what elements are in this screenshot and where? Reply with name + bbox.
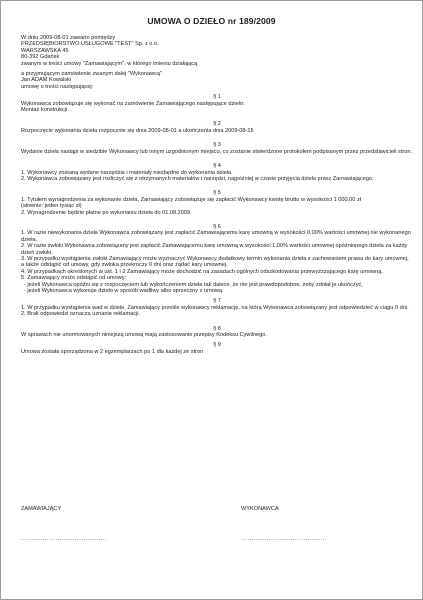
signature-label-client: ZAMAWIAJĄCY xyxy=(21,506,62,512)
document-body xyxy=(21,35,413,355)
section-line: 1. Tytułem wynagrodzenia za wykonanie dzieła, Zamawiający zobowiązuje się zapłacić Wykonawcy kwotę brutto w wysokości 1 000,00 zł xyxy=(21,196,361,203)
intro-line: umowę o treści następującej: xyxy=(21,83,94,90)
section-line: 4. W przypadkach określonych w ust. 1 i 2 Zamawiający może dochodzić na zasadach ogólnych odszkodowania przewyższającego karę umowną. xyxy=(21,268,383,275)
section-heading: § 8 xyxy=(213,325,221,332)
section-heading: § 9 xyxy=(213,342,221,349)
intro-line: PRZEDSIĘBIORSTWO USŁUGOWE "TEST" Sp. z o.o. xyxy=(21,41,159,48)
section-heading: § 4 xyxy=(213,163,221,170)
intro-line: WARSZAWSKA 45 xyxy=(21,47,69,54)
section-line: 3. W przypadku wystąpienia zwłoki Zamawiający może wyznaczyć Wykonawcy dodatkowy termin wykonania dzieła z zachowaniem prawa do kary umownej, a także odstąpić od umowy, gdy zwłoka przekroczy 0 dni oraz żądać kary umownej. xyxy=(21,255,409,269)
intro-line: W dniu 2009-08-01 zawarto pomiędzy xyxy=(21,35,116,41)
intro-line: a przyjmującym zamówienie zwanym dalej "Wykonawcą" xyxy=(21,71,163,78)
section-heading: § 6 xyxy=(213,223,221,230)
document-title: UMOWA O DZIEŁO nr 189/2009 xyxy=(147,16,276,26)
section-line: 2. Wynagrodzenie będzie płatne po wykonaniu dzieła do 01.08.2009. xyxy=(21,209,192,216)
section-line: (słownie: jeden tysiąc zł) xyxy=(21,203,82,210)
section-line: 1. W przypadku wystąpienia wad w dziele, Zamawiający prześle wykonawcy reklamację, na którą Wykonawca zobowiązany jest odpowiedzieć w ciągu 0 dni. xyxy=(21,304,409,311)
section-line: - jeżeli Wykonawca opóźni się z rozpoczęciem lub wykończeniem dzieła tak dalece, że nie jest prawdopodobne, żeby zdołał je ukończyć, xyxy=(24,281,363,288)
section-heading: § 2 xyxy=(213,121,221,128)
section-line: Wykonawca zobowiązuje się wykonać na zamówienie Zamawiającego następujące dzieło: xyxy=(21,100,245,107)
signature-label-contractor: WYKONAWCA xyxy=(241,506,279,512)
section-heading: § 5 xyxy=(213,190,221,197)
signature-line-contractor: ........................................ xyxy=(241,536,328,542)
section-line: 1. Wykonawcy zostaną wydane narzędzia i materiały niezbędne do wykonania dzieła. xyxy=(21,169,233,176)
intro-line: zwanym w treści umowy "Zamawiającym", w którego imieniu działającą xyxy=(21,60,198,67)
section-line: Umowa została sporządzona w 2 egzemplarzach po 1 dla każdej ze stron xyxy=(21,348,204,355)
section-line: 1. W razie niewykonania dzieła Wykonawca zobowiązany jest zapłacić Zamawiającemu karę umowną w wysokości 0,00% wartości umownej nie wykonanego dzieła. xyxy=(21,230,411,243)
section-line: Montaż konstrukcji. xyxy=(21,107,69,114)
section-line: Wydanie dzieła nastąpi w siedzibie Wykonawcy lub innym uzgodnionym miejscu, co zostanie stwierdzone protokołem podpisanym przez przedstawicieli stron. xyxy=(21,148,413,155)
section-heading: § 1 xyxy=(213,94,221,101)
section-line: - jeżeli Wykonawca wykonuje dzieło w sposób wadliwy albo sprzeczny z umową xyxy=(24,288,222,294)
section-line: 2. Wykonawca zobowiązany jest rozliczyć się z otrzymanych materiałów i narzędzi, najpóźniej w czasie przyjęcia dzieła przez Zamawiającego. xyxy=(21,175,374,182)
intro-line: 80-392 Gdańsk xyxy=(21,54,60,61)
section-heading: § 3 xyxy=(213,142,221,149)
section-line: 5. Zamawiający może odstąpić od umowy: xyxy=(21,275,127,282)
section-heading: § 7 xyxy=(213,298,221,305)
section-line: 2. Brak odpowiedzi oznacza uznanie reklamacji. xyxy=(21,311,141,318)
intro-line: Jan ADAM Kowalski xyxy=(21,77,72,84)
signature-line-client: ........................................ xyxy=(21,536,108,542)
section-line: W sprawach nie unormowanych niniejszą umową mają zastosowanie przepisy Kodeksu Cywilnego. xyxy=(21,332,267,339)
section-line: 2. W razie zwłoki Wykonawca zobowiązany jest zapłacić Zamawiającemu karę umowną w wysokości 1,00% wartości umownej opóźnionego dzieła za każdy dzień zwłoki. xyxy=(21,243,408,256)
section-line: Rozpoczęcie wykonania dzieła rozpocznie się dnia 2009-08-01 a ukończenia dnia 2009-08-15 xyxy=(21,127,254,134)
